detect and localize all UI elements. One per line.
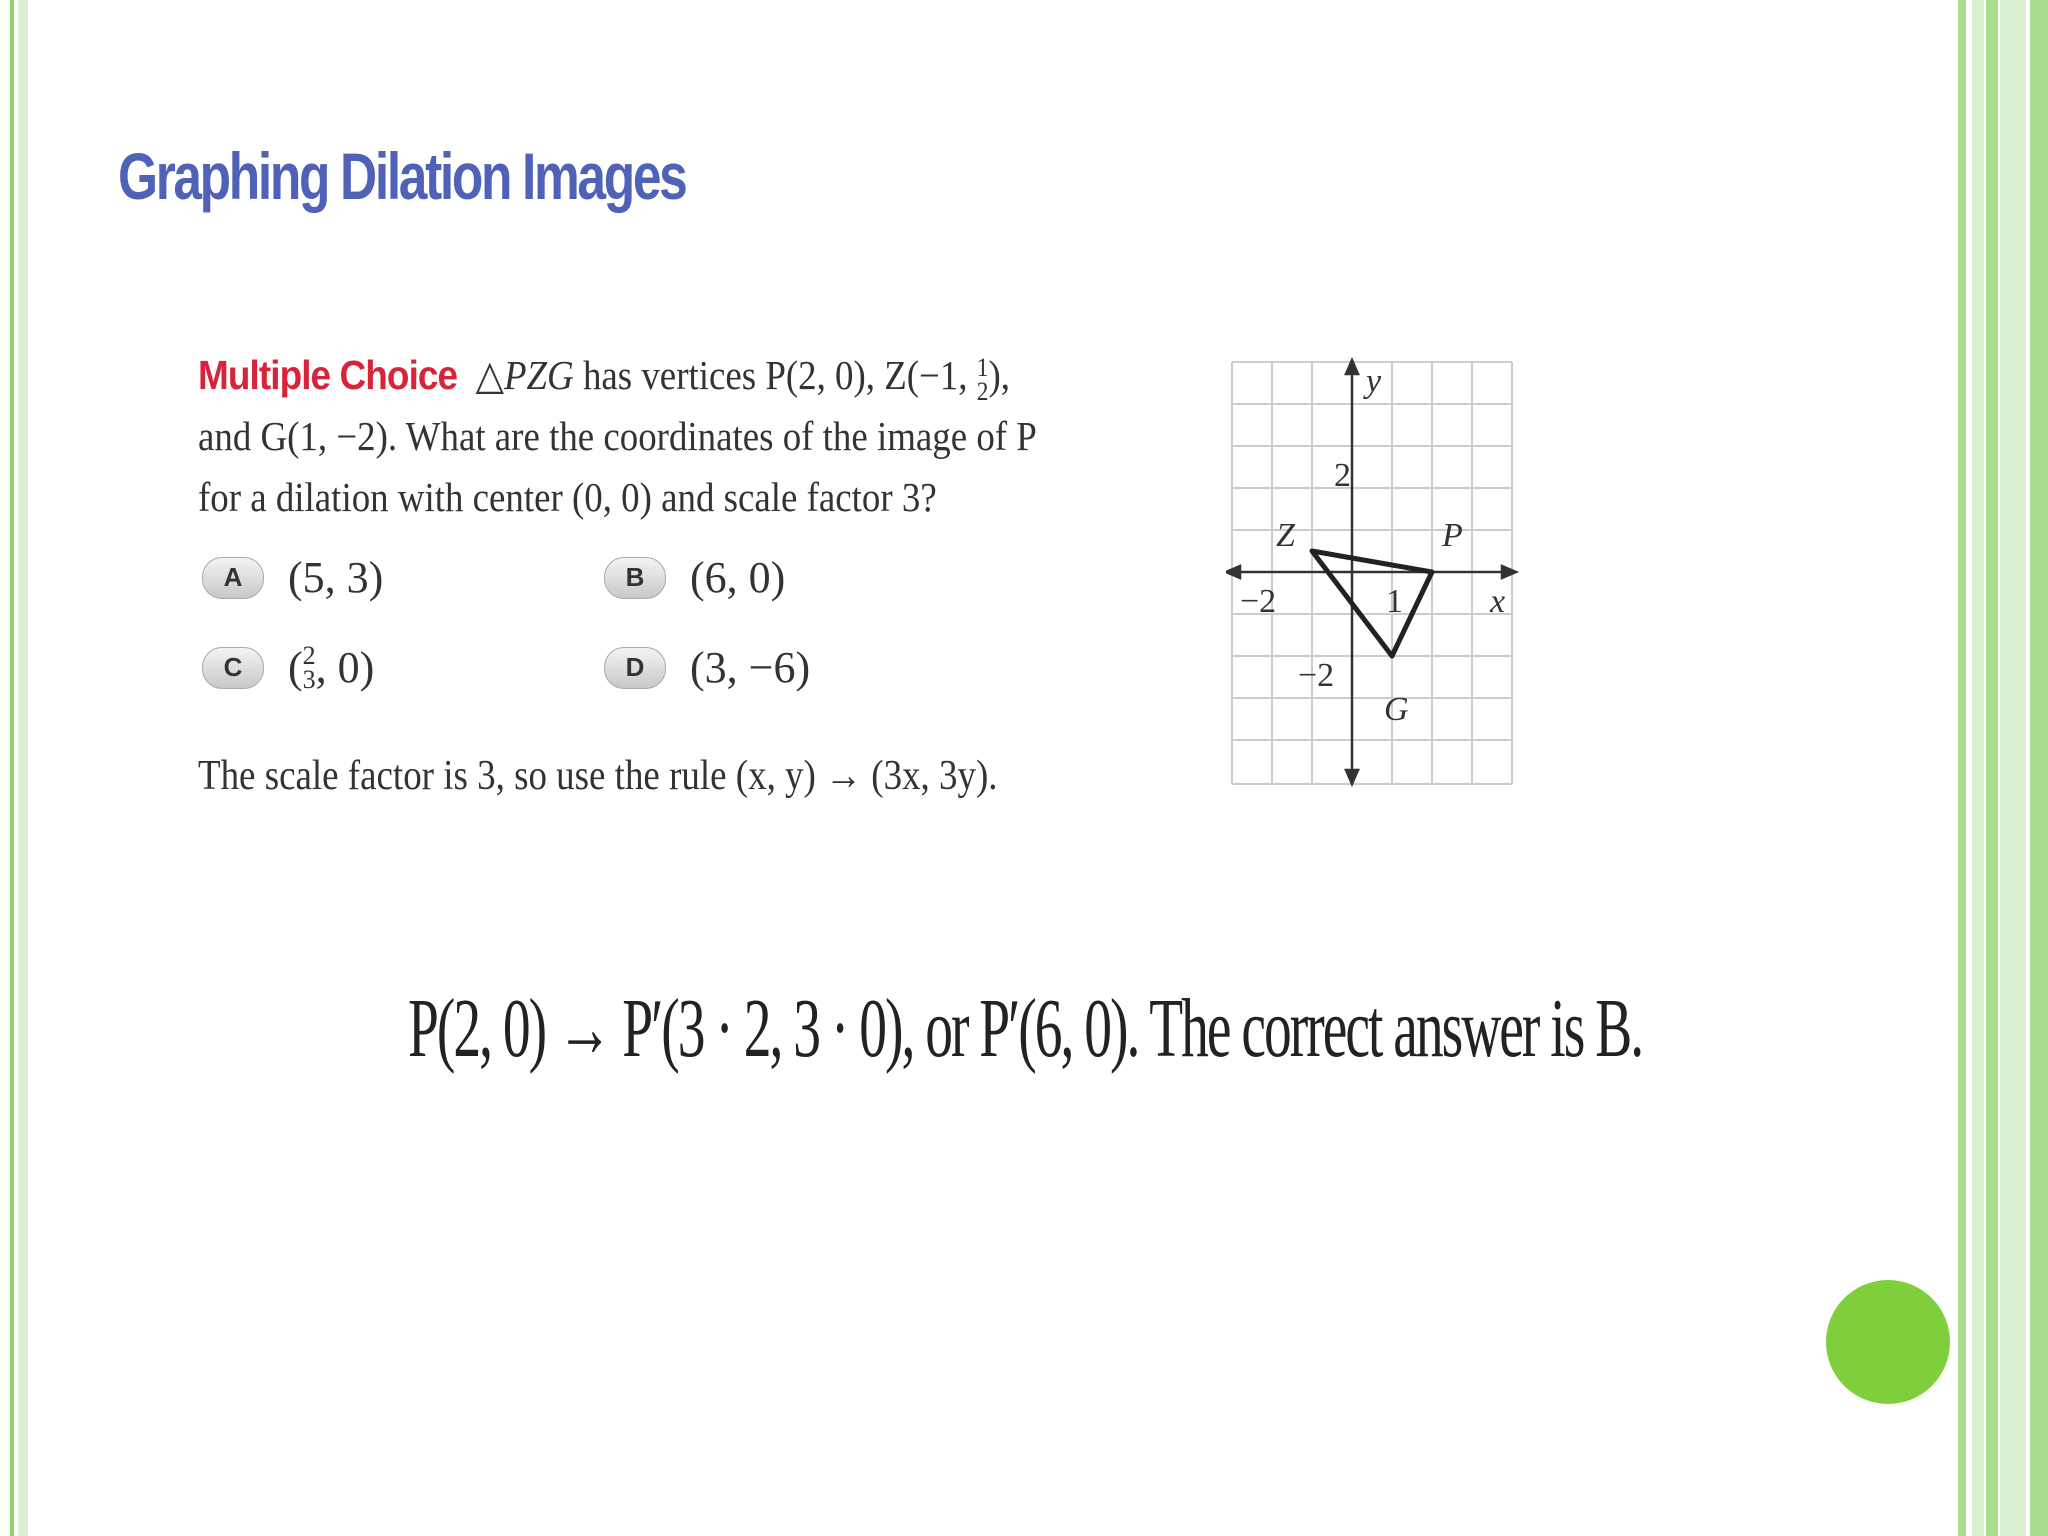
left-frame-line: [10, 0, 14, 1536]
fraction-numerator: 2: [302, 640, 316, 670]
coordinate-graph: [1226, 356, 1526, 790]
choice-b-value: (6, 0): [690, 553, 786, 602]
choice-c-fraction: [302, 640, 316, 694]
next-slide-circle-icon[interactable]: [1826, 1280, 1950, 1404]
triangle-name: △PZG: [475, 352, 574, 398]
slide-title: Graphing Dilation Images: [118, 139, 686, 213]
tick-x-1: 1: [1386, 583, 1403, 620]
right-frame-line: [1958, 0, 1966, 1536]
right-frame-band: [2000, 0, 2026, 1536]
left-frame-band: [18, 0, 28, 1536]
choice-b[interactable]: [604, 552, 785, 603]
choice-d-value: (3, −6): [690, 643, 811, 692]
x-axis-label: x: [1490, 583, 1506, 620]
tick-y-neg-2: −2: [1298, 657, 1335, 694]
fraction-numerator: 1: [976, 352, 989, 382]
choice-b-badge[interactable]: B: [604, 557, 666, 599]
choice-a-badge[interactable]: A: [202, 557, 264, 599]
question-text: [198, 345, 1062, 528]
choice-a-value: (5, 3): [288, 553, 384, 602]
choice-a[interactable]: [202, 552, 383, 603]
multiple-choice-label: Multiple Choice: [198, 352, 458, 398]
z-fraction: [976, 352, 989, 406]
right-frame-line: [2030, 0, 2048, 1536]
choice-c-open: (: [288, 643, 303, 692]
answer-statement: P(2, 0) → P′(3 · 2, 3 · 0), or P′(6, 0). The correct answer is B.: [408, 982, 1643, 1075]
y-axis-label: y: [1366, 363, 1382, 400]
question-part-2: ), and G(1, −2). What are the coordinates of the image of P for a dilation with center (0, 0) and scale factor 3?: [198, 352, 1036, 520]
choice-d[interactable]: [604, 642, 810, 693]
triangle-pzg: [1312, 551, 1432, 656]
vertex-g-label: G: [1384, 691, 1409, 728]
tick-y-2: 2: [1334, 457, 1351, 494]
choice-c-close: , 0): [315, 643, 375, 692]
tick-x-neg-2: −2: [1240, 583, 1277, 620]
choice-d-badge[interactable]: D: [604, 647, 666, 689]
fraction-denominator: 2: [976, 376, 989, 406]
vertex-z-label: Z: [1276, 517, 1295, 554]
fraction-denominator: 3: [302, 664, 316, 694]
dilation-rule: The scale factor is 3, so use the rule (x, y) → (3x, 3y).: [198, 753, 998, 799]
question-part-1: has vertices P(2, 0), Z(−1,: [573, 352, 977, 398]
choice-c[interactable]: [202, 642, 374, 693]
vertex-p-label: P: [1442, 517, 1463, 554]
right-frame-band: [1972, 0, 1984, 1536]
right-frame-line: [1986, 0, 1998, 1536]
choice-c-badge[interactable]: C: [202, 647, 264, 689]
